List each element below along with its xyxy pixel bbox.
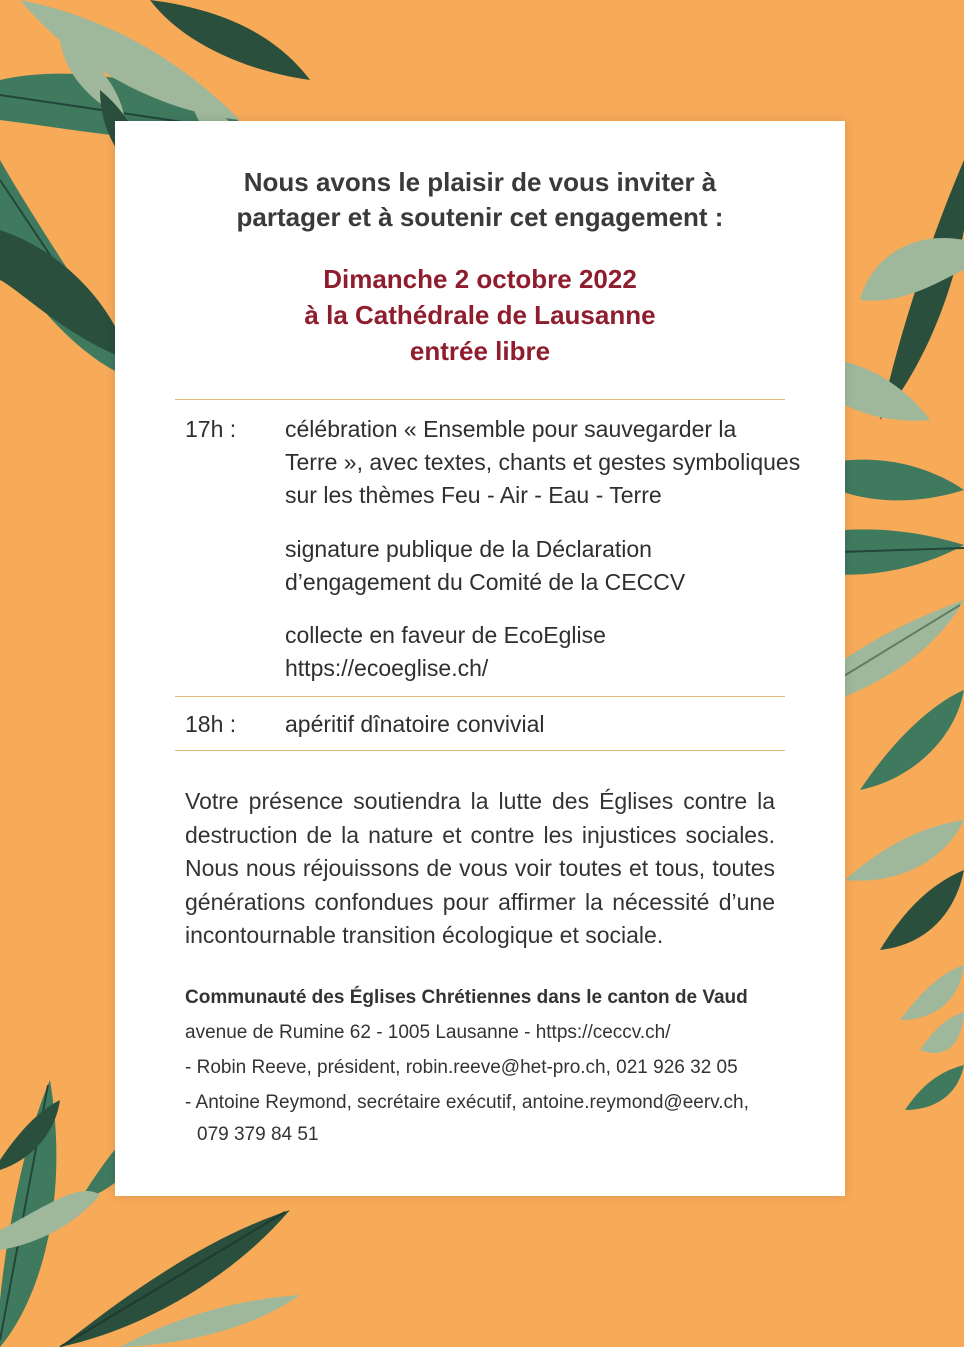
- collecte-link[interactable]: https://ecoeglise.ch/: [285, 655, 489, 681]
- program-time-18h: 18h :: [185, 711, 237, 737]
- contact-address: avenue de Rumine 62 - 1005 Lausanne - https://ceccv.ch/: [185, 1022, 671, 1043]
- celebration-line-1: célébration « Ensemble pour sauvegarder la: [285, 416, 737, 442]
- contact-organization: Communauté des Églises Chrétiennes dans le canton de Vaud: [185, 987, 748, 1008]
- event-place: à la Cathédrale de Lausanne: [304, 300, 656, 330]
- divider-top: [175, 399, 785, 400]
- celebration-line-3: sur les thèmes Feu - Air - Eau - Terre: [285, 482, 662, 508]
- program-time-17h: 17h :: [185, 416, 237, 442]
- intro-line-2: partager et à soutenir cet engagement :: [236, 202, 724, 232]
- aperitif-label: apéritif dînatoire convivial: [285, 711, 545, 737]
- program-item-signature: [285, 533, 785, 599]
- event-entry: entrée libre: [409, 336, 551, 366]
- celebration-line-2: Terre », avec textes, chants et gestes symboliques: [285, 449, 801, 475]
- contact-person-2-phone: 079 379 84 51: [197, 1124, 319, 1145]
- invitation-card: [115, 121, 845, 1196]
- intro-line-1: Nous avons le plaisir de vous inviter à: [243, 167, 717, 197]
- signature-line-2: d’engagement du Comité de la CECCV: [285, 569, 686, 595]
- program-item-celebration: [285, 413, 801, 512]
- contact-person-1: - Robin Reeve, président, robin.reeve@het-pro.ch, 021 926 32 05: [185, 1057, 738, 1078]
- event-date: Dimanche 2 octobre 2022: [323, 264, 637, 294]
- message-paragraph: Votre présence soutiendra la lutte des Églises contre la destruction de la nature et contre les injustices sociales. Nous nous réjouissons de vous voir toutes et tous, toutes générations confondues pour affirmer la nécessité d’une incontournable transition écologique et sociale.: [185, 788, 775, 948]
- intro-text: [115, 165, 845, 235]
- contact-person-2: - Antoine Reymond, secrétaire exécutif, antoine.reymond@eerv.ch,: [185, 1092, 749, 1113]
- program-item-collecte: [285, 619, 785, 685]
- collecte-line-1: collecte en faveur de EcoEglise: [285, 622, 606, 648]
- event-details: [115, 261, 845, 369]
- program-item-aperitif: [285, 708, 785, 741]
- signature-line-1: signature publique de la Déclaration: [285, 536, 652, 562]
- divider-middle: [175, 696, 785, 697]
- divider-bottom: [175, 750, 785, 751]
